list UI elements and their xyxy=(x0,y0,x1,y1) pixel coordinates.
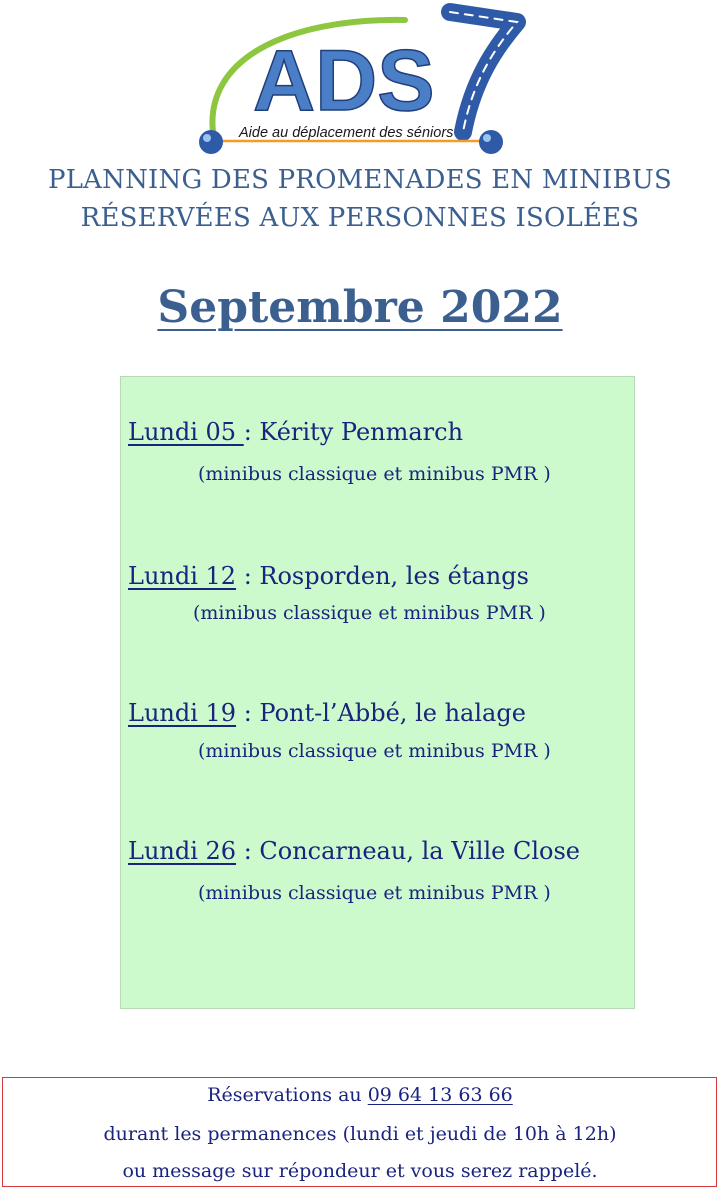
reservation-line-1 xyxy=(0,1084,720,1106)
schedule-entry-1 xyxy=(128,418,463,446)
heading-line-1: PLANNING DES PROMENADES EN MINIBUS xyxy=(48,165,672,195)
logo-tagline: Aide au déplacement des séniors xyxy=(239,125,454,141)
entry-separator: : xyxy=(243,418,260,446)
entry-day: Lundi 26 xyxy=(128,837,237,865)
schedule-entry-4 xyxy=(128,837,580,865)
entry-separator: : xyxy=(236,837,260,865)
entry-place: Rosporden, les étangs xyxy=(259,562,529,590)
phone-number-link[interactable]: 09 64 13 63 66 xyxy=(367,1084,513,1106)
schedule-entry-2 xyxy=(128,562,529,590)
logo-letters: ADS xyxy=(253,33,435,129)
entry-day: Lundi 19 xyxy=(128,699,237,727)
schedule-entry-3 xyxy=(128,699,526,727)
entry-day: Lundi 05 xyxy=(128,418,244,446)
entry-place: Pont-l’Abbé, le halage xyxy=(259,699,526,727)
month-title: Septembre 2022 xyxy=(157,282,563,333)
ads7-logo xyxy=(195,0,530,162)
entry-place: Concarneau, la Ville Close xyxy=(259,837,580,865)
reservation-prefix: Réservations au xyxy=(207,1084,368,1106)
entry-day: Lundi 12 xyxy=(128,562,237,590)
reservation-line-2: durant les permanences (lundi et jeudi de 10h à 12h) xyxy=(103,1123,617,1145)
entry-place: Kérity Penmarch xyxy=(259,418,464,446)
entry-separator: : xyxy=(236,699,260,727)
heading-line-2: RÉSERVÉES AUX PERSONNES ISOLÉES xyxy=(80,203,640,233)
reservation-line-3: ou message sur répondeur et vous serez rappelé. xyxy=(122,1160,598,1182)
entry-note-1: (minibus classique et minibus PMR ) xyxy=(198,463,551,485)
entry-separator: : xyxy=(236,562,260,590)
entry-note-4: (minibus classique et minibus PMR ) xyxy=(198,882,551,904)
ads7-logo-graphic xyxy=(195,0,530,162)
entry-note-2: (minibus classique et minibus PMR ) xyxy=(193,602,546,624)
entry-note-3: (minibus classique et minibus PMR ) xyxy=(198,740,551,762)
